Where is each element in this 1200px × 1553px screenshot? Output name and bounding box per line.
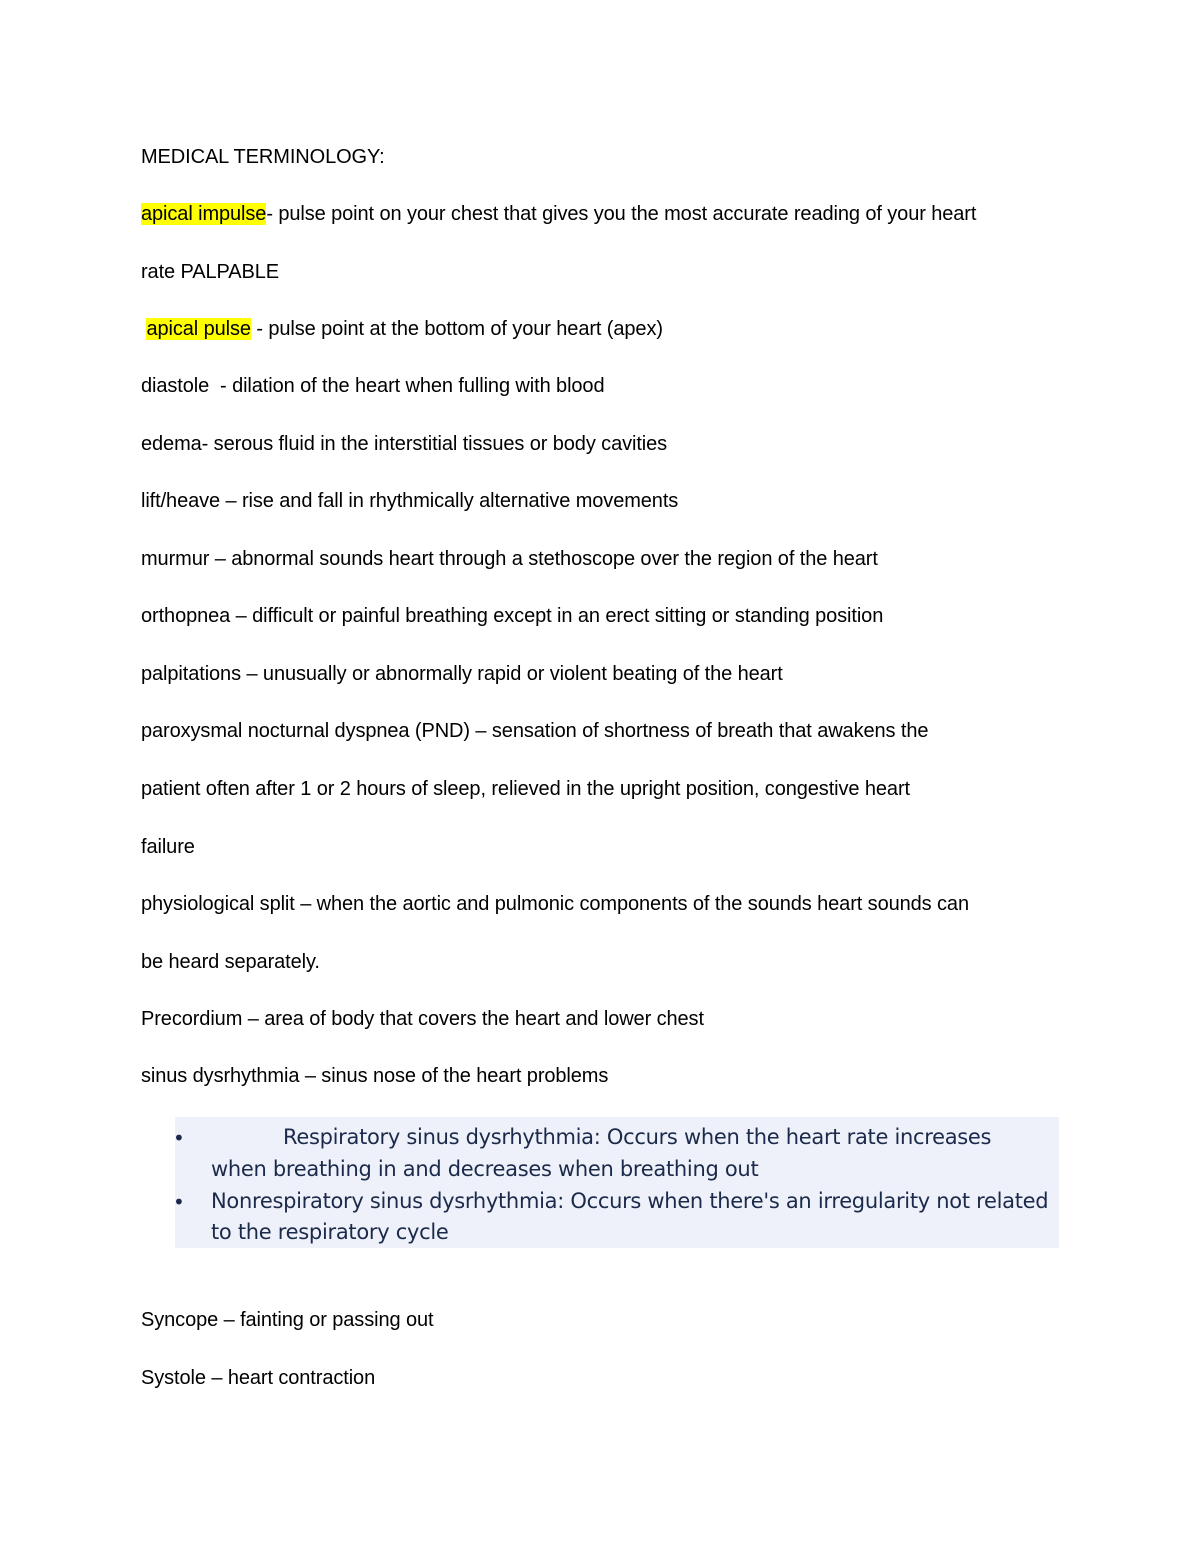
term-line-edema: edema- serous fluid in the interstitial tissues or body cavities (141, 433, 668, 455)
highlighted-term: apical impulse (141, 203, 267, 225)
term-line-murmur: murmur – abnormal sounds heart through a stethoscope over the region of the heart (141, 548, 878, 570)
document-heading: MEDICAL TERMINOLOGY: (141, 146, 385, 168)
term-definition: - pulse point on your chest that gives you the most accurate reading of your heart (266, 203, 977, 225)
highlighted-term: apical pulse (146, 318, 251, 340)
term-line-orthopnea: orthopnea – difficult or painful breathing except in an erect sitting or standing position (141, 605, 884, 627)
term-line-precordium: Precordium – area of body that covers the heart and lower chest (141, 1008, 704, 1030)
term-line-pnd: paroxysmal nocturnal dyspnea (PND) – sensation of shortness of breath that awakens the (141, 720, 929, 742)
bullet-item-nonrespiratory: Nonrespiratory sinus dysrhythmia: Occurs when there's an irregularity not related (211, 1189, 1049, 1213)
term-line-diastole: diastole - dilation of the heart when fulling with blood (141, 375, 605, 397)
term-line-pnd-end: failure (141, 836, 195, 858)
term-line-sinus-dysrhythmia: sinus dysrhythmia – sinus nose of the heart problems (141, 1065, 609, 1087)
term-line-apical-impulse (141, 200, 976, 228)
term-line-physiological-split: physiological split – when the aortic and pulmonic components of the sounds heart sounds can (141, 893, 969, 915)
bullet-marker: • (173, 1126, 185, 1150)
term-line-syncope: Syncope – fainting or passing out (141, 1309, 434, 1331)
bullet-item-respiratory: Respiratory sinus dysrhythmia: Occurs when the heart rate increases (283, 1125, 992, 1149)
term-line-lift-heave: lift/heave – rise and fall in rhythmically alternative movements (141, 490, 679, 512)
term-definition: - pulse point at the bottom of your heart (apex) (250, 318, 663, 340)
term-line-pnd-continued: patient often after 1 or 2 hours of sleep, relieved in the upright position, congestive heart (141, 778, 910, 800)
term-line-continuation: rate PALPABLE (141, 261, 280, 283)
term-line-apical-pulse (141, 315, 663, 343)
term-line-palpitations: palpitations – unusually or abnormally rapid or violent beating of the heart (141, 663, 783, 685)
term-line-physiological-split-end: be heard separately. (141, 951, 320, 973)
term-line-systole: Systole – heart contraction (141, 1367, 376, 1389)
bullet-marker: • (173, 1190, 185, 1214)
bullet-item-respiratory-continued: when breathing in and decreases when breathing out (211, 1157, 759, 1181)
bullet-item-nonrespiratory-continued: to the respiratory cycle (211, 1220, 449, 1244)
